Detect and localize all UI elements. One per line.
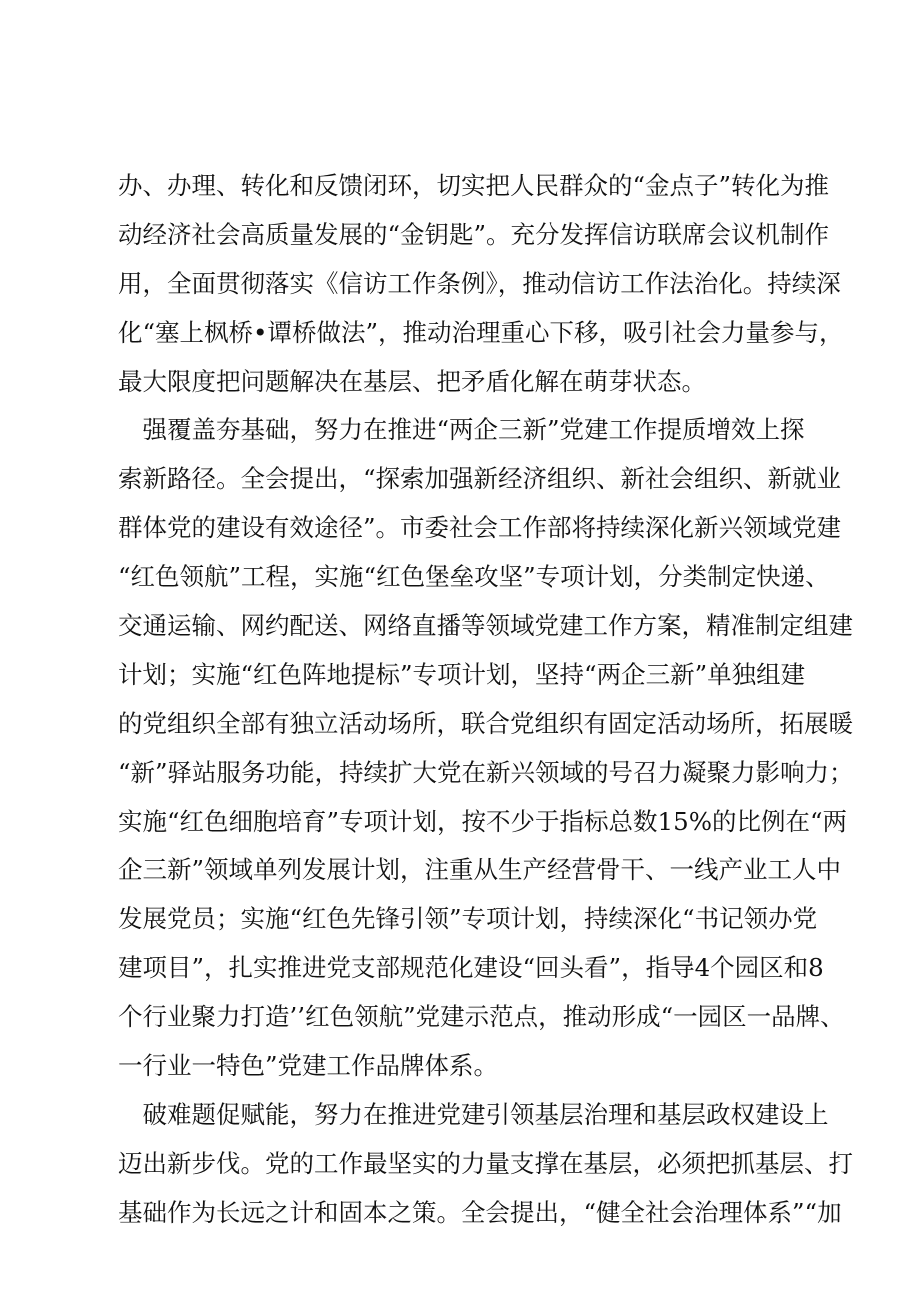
text-line: 基础作为长远之计和固本之策。全会提出，“健全社会治理体系”“加 — [118, 1197, 842, 1227]
text-line: “新”驿站服务功能，持续扩大党在新兴领域的号召力凝聚力影响力； — [118, 757, 854, 787]
text-line: 用，全面贯彻落实《信访工作条例》，推动信访工作法治化。持续深 — [118, 268, 841, 298]
text-line: 群体党的建设有效途径”。市委社会工作部将持续深化新兴领域党建 — [118, 513, 842, 543]
document-body — [118, 162, 854, 1238]
text-line: 的党组织全部有独立活动场所，联合党组织有固定活动场所，拓展暖 — [118, 708, 853, 738]
text-line: 化“塞上枫桥•谭桥做法”，推动治理重心下移，吸引社会力量参与， — [118, 317, 844, 347]
text-line: 索新路径。全会提出，“探索加强新经济组织、新社会组织、新就业 — [118, 464, 842, 494]
text-line: “红色领航”工程，实施“红色堡垒攻坚”专项计划，分类制定快递、 — [118, 562, 830, 592]
paragraph-first-line: 破难题促赋能，努力在推进党建引领基层治理和基层政权建设上 — [118, 1099, 829, 1129]
text-line: 最大限度把问题解决在基层、把矛盾化解在萌芽状态。 — [118, 366, 706, 396]
text-line: 迈出新步伐。党的工作最坚实的力量支撑在基层，必须把抓基层、打 — [118, 1148, 853, 1178]
text-line: 交通运输、网约配送、网络直播等领域党建工作方案，精准制定组建 — [118, 611, 853, 641]
text-line: 企三新”领域单列发展计划，注重从生产经营骨干、一线产业工人中 — [118, 855, 842, 885]
text-line: 动经济社会高质量发展的“金钥匙”。充分发挥信访联席会议机制作 — [118, 219, 830, 249]
text-line: 个行业聚力打造’’红色领航”党建示范点，推动形成“一园区一品牌、 — [118, 1002, 845, 1032]
text-line: 计划；实施“红色阵地提标”专项计划，坚持“两企三新”单独组建 — [118, 659, 806, 689]
text-line: 一行业一特色”党建工作品牌体系。 — [118, 1051, 499, 1081]
text-line: 办、办理、转化和反馈闭环，切实把人民群众的“金点子”转化为推 — [118, 171, 830, 200]
text-line: 建项目”，扎实推进党支部规范化建设“回头看”，指导4个园区和8 — [118, 953, 824, 983]
text-line: 发展党员；实施“红色先锋引领”专项计划，持续深化“书记领办党 — [118, 904, 818, 934]
paragraph-first-line: 强覆盖夯基础，努力在推进“两企三新”党建工作提质增效上探 — [118, 415, 805, 445]
text-line: 实施“红色细胞培育”专项计划，按不少于指标总数15%的比例在“两 — [118, 806, 848, 836]
